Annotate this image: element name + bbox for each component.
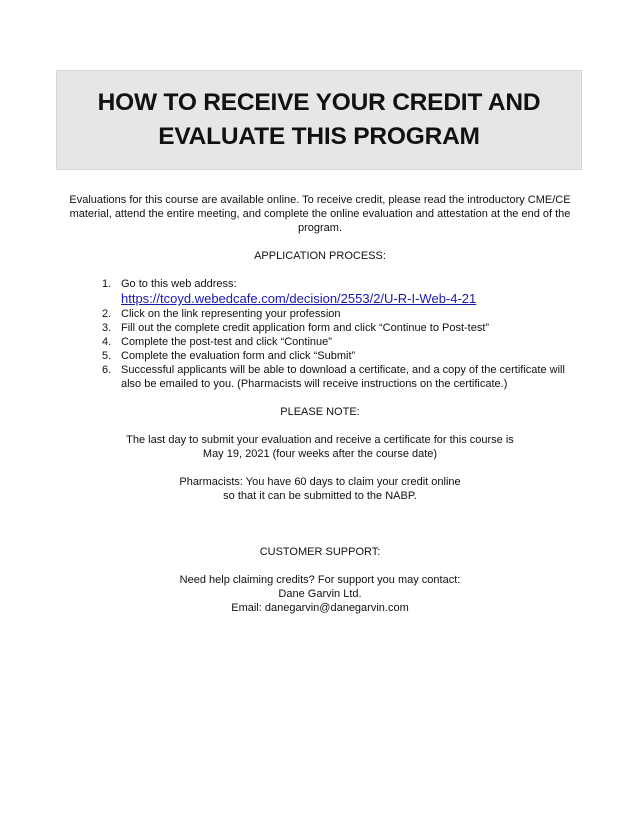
step-item <box>0 349 640 363</box>
step-text: Fill out the complete credit application form and click “Continue to Post-test” <box>121 322 490 334</box>
application-process-heading: APPLICATION PROCESS: <box>254 250 386 262</box>
page-title-line-2: EVALUATE THIS PROGRAM <box>158 123 480 150</box>
pharmacists-line-2: so that it can be submitted to the NABP. <box>223 490 417 502</box>
step-text: Complete the evaluation form and click “Submit” <box>121 350 356 362</box>
step-number: 2. <box>102 308 112 320</box>
step-number: 5. <box>102 350 112 362</box>
evaluation-web-link[interactable]: https://tcoyd.webedcafe.com/decision/2553/2/U-R-I-Web-4-21 <box>121 291 477 306</box>
page-title <box>98 86 541 154</box>
customer-support-heading: CUSTOMER SUPPORT: <box>259 546 381 558</box>
support-line: Need help claiming credits? For support you may contact: <box>179 574 461 586</box>
deadline-line-2: May 19, 2021 (four weeks after the course date) <box>202 448 438 460</box>
support-company: Dane Garvin Ltd. <box>278 588 362 600</box>
deadline-note <box>0 433 640 461</box>
support-email[interactable]: Email: danegarvin@danegarvin.com <box>231 602 409 614</box>
document-body <box>0 193 640 615</box>
step-text: Complete the post-test and click “Continue” <box>121 336 332 348</box>
step-number: 4. <box>102 336 112 348</box>
intro-paragraph: Evaluations for this course are available online. To receive credit, please read the introductory CME/CE material, attend the entire meeting, and complete the online evaluation and attestation at the end of the program. <box>69 194 571 234</box>
step-text: Click on the link representing your profession <box>121 308 341 320</box>
step-number: 1. <box>102 278 112 290</box>
step-item <box>0 335 640 349</box>
please-note-heading: PLEASE NOTE: <box>280 406 360 418</box>
step-item <box>0 307 640 321</box>
support-contact-block <box>0 573 640 615</box>
title-banner <box>56 70 582 170</box>
application-steps-list <box>0 277 640 391</box>
pharmacists-line-1: Pharmacists: You have 60 days to claim your credit online <box>179 476 461 488</box>
page-title-line-1: HOW TO RECEIVE YOUR CREDIT AND <box>97 89 541 116</box>
step-text: Go to this web address: <box>121 278 237 290</box>
step-number: 6. <box>102 364 112 376</box>
step-item <box>0 363 640 391</box>
step-item <box>0 277 640 307</box>
step-text: Successful applicants will be able to download a certificate, and a copy of the certificate will also be emailed to you. (Pharmacists will receive instructions on the certificate.) <box>121 364 565 390</box>
pharmacists-note <box>0 475 640 503</box>
step-number: 3. <box>102 322 112 334</box>
deadline-line-1: The last day to submit your evaluation and receive a certificate for this course is <box>126 434 514 446</box>
step-item <box>0 321 640 335</box>
